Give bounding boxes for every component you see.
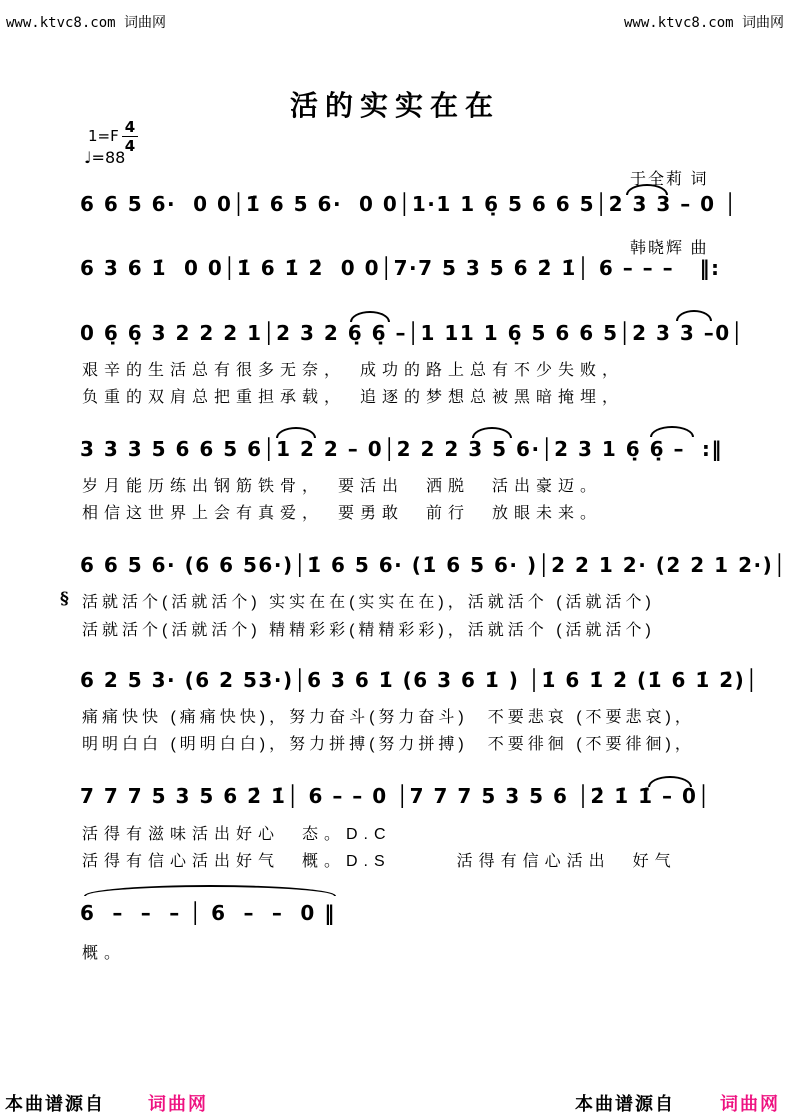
music-line-5: 6 6 5 6· (6 6 56·)│1̇ 6 5 6· (1̇ 6 5 6· )│2 2 1 2· (2 2 1 2·)│ bbox=[80, 553, 787, 577]
music-line-1: 6 6 5 6· 0 0│1̇ 6 5 6· 0 0│1·1 1 6̣ 5 6 6 5│2 3 3 – 0 │ bbox=[80, 192, 738, 216]
composer: 韩晓辉 曲 bbox=[630, 240, 709, 257]
music-line-4: 3 3 3 5 6 6 5 6│1 2 2 – 0│2 2 2 3 5 6·│2 3 1 6̣ 6̣ – :‖ bbox=[80, 437, 723, 461]
music-line-7: 7 7 7 5 3 5 6 2̇ 1̇│ 6 – – 0 │7 7 7 5 3 5 6 │2̇ 1̇ 1̇ – 0│ bbox=[80, 784, 711, 808]
tie-arc bbox=[676, 310, 712, 321]
music-line-8: 6 – – – │ 6 – – 0 ‖ bbox=[80, 901, 336, 925]
footer-source-left: 本曲谱源自 bbox=[5, 1094, 105, 1114]
tempo-marking: ♩=88 bbox=[84, 148, 126, 167]
lyric-line: 概。 bbox=[82, 945, 127, 962]
time-denominator: 4 bbox=[124, 137, 136, 155]
lyric-line: 痛痛快快 (痛痛快快)，努力奋斗(努力奋斗) 不要悲哀 (不要悲哀)， bbox=[82, 709, 695, 726]
footer-source-right: 本曲谱源自 bbox=[575, 1094, 675, 1114]
tie-arc bbox=[276, 427, 316, 438]
music-line-6: 6 2 5 3· (6 2 53·)│6 3 6 1̇ (6 3 6 1̇ ) │1̇ 6 1̇ 2̇ (1̇ 6 1̇ 2̇)│ bbox=[80, 668, 759, 692]
lyric-line: 活得有滋味活出好心 态。D.C bbox=[82, 826, 392, 843]
footer-link-right[interactable]: 词曲网 bbox=[720, 1094, 780, 1114]
segno-icon: § bbox=[60, 589, 69, 609]
lyric-line: 明明白白 (明明白白)，努力拼搏(努力拼搏) 不要徘徊 (不要徘徊)， bbox=[82, 736, 695, 753]
music-line-2: 6 3 6 1̇ 0 0│1̇ 6 1̇ 2̇ 0 0│7·7 5 3 5 6 2̇ 1̇│ 6 – – – ‖: bbox=[80, 256, 721, 280]
song-title: 活的实实在在 bbox=[289, 89, 500, 122]
lyric-line: 负重的双肩总把重担承载， 追逐的梦想总被黑暗掩埋， bbox=[82, 389, 625, 406]
tie-arc bbox=[84, 885, 336, 896]
lyric-line: 相信这世界上会有真爱， 要勇敢 前行 放眼未来。 bbox=[82, 505, 603, 522]
footer-link-left[interactable]: 词曲网 bbox=[148, 1094, 208, 1114]
site-watermark-left: www.ktvc8.com 词曲网 bbox=[6, 15, 167, 31]
lyric-line: 活就活个(活就活个) 精精彩彩(精精彩彩)，活就活个 (活就活个) bbox=[82, 622, 655, 639]
time-numerator: 4 bbox=[122, 118, 138, 137]
lyric-line: 艰辛的生活总有很多无奈， 成功的路上总有不少失败， bbox=[82, 362, 625, 379]
lyric-line: 活得有信心活出好气 概。D.S 活得有信心活出 好气 bbox=[82, 853, 677, 870]
key-signature: 1=F bbox=[88, 127, 119, 145]
lyricist: 于全莉 词 bbox=[630, 171, 709, 188]
lyric-line: 活就活个(活就活个) 实实在在(实实在在)，活就活个 (活就活个) bbox=[82, 594, 655, 611]
tie-arc bbox=[350, 311, 390, 322]
tie-arc bbox=[648, 776, 692, 787]
music-line-3: 0 6̣ 6̣ 3 2 2 2 1│2 3 2 6̣ 6̣ –│1 11 1 6̣ 5 6 6 5│2 3 3 –0│ bbox=[80, 321, 745, 345]
tie-arc bbox=[472, 427, 512, 438]
tie-arc bbox=[650, 426, 694, 437]
lyric-line: 岁月能历练出钢筋铁骨， 要活出 洒脱 活出豪迈。 bbox=[82, 478, 603, 495]
site-watermark-right: www.ktvc8.com 词曲网 bbox=[623, 15, 784, 31]
